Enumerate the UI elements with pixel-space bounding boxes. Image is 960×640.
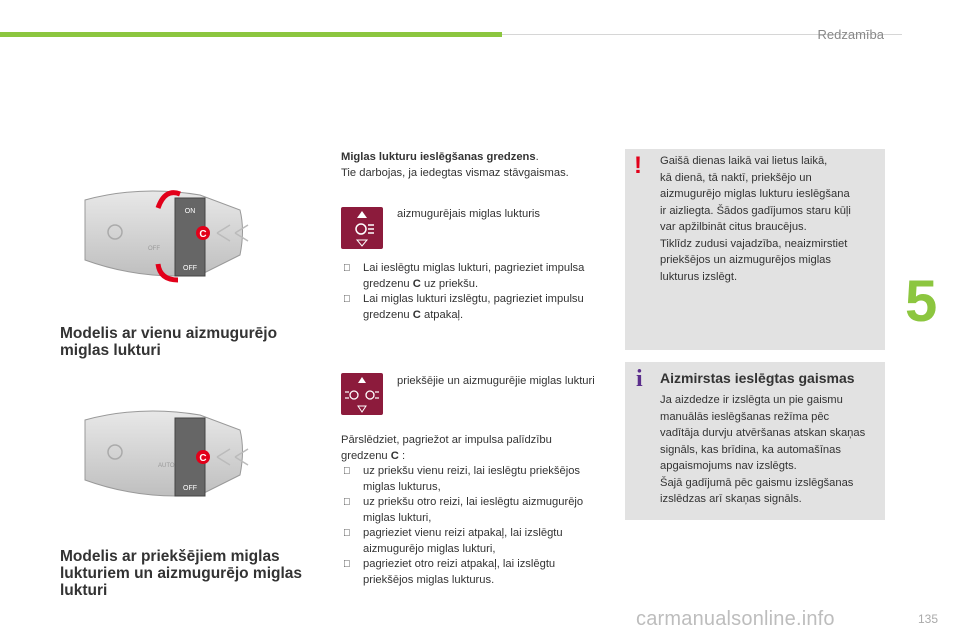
heading-front-rear: Modelis ar priekšējiem miglas lukturiem un aizmugurējo miglas lukturi <box>60 548 303 599</box>
list-item: pagrieziet otro reizi atpakaļ, lai izslēgtu priekšējos miglas lukturus. <box>363 558 556 586</box>
svg-text:C: C <box>199 453 207 464</box>
ring-label-off-2: OFF <box>148 246 160 252</box>
chapter-number: 5 <box>905 269 938 334</box>
info-title: Aizmirstas ieslēgtas gaismas <box>660 370 855 386</box>
section-title: Redzamība <box>817 27 884 42</box>
rear-fog-light-icon <box>341 207 383 249</box>
svg-text:C: C <box>199 229 207 240</box>
list-item: pagrieziet vienu reizi atpakaļ, lai izslēgtu aizmugurējo miglas lukturi, <box>363 527 563 555</box>
ring-label-off: OFF <box>183 485 197 492</box>
bullet-list-1 <box>341 261 601 323</box>
stalk-illustration-single-rear <box>80 180 250 290</box>
switch-instructions: Pārslēdziet, pagriežot ar impulsa palīdzību gredzenu C : uz priekšu vienu reizi, lai ieslēgtu priekšējos miglas lukturus, uz priekšu otro reizi, lai ieslēgtu aizmugurējo miglas lukturi, pagrieziet vienu reizi atpakaļ, lai izslēgtu aizmugurējo miglas lukturi, pagrieziet otro reizi atpakaļ, lai izslēgtu priekšējos miglas lukturus. <box>341 433 601 588</box>
list-item: Lai ieslēgtu miglas lukturi, pagrieziet impulsa gredzenu C uz priekšu. <box>363 262 585 290</box>
heading-single-rear: Modelis ar vienu aizmugurējo miglas lukturi <box>60 325 278 359</box>
stalk-illustration-front-rear <box>80 400 250 510</box>
list-item: Lai miglas lukturi izslēgtu, pagrieziet impulsu gredzenu C atpakaļ. <box>363 293 584 321</box>
intro: Miglas lukturu ieslēgšanas gredzens. Tie darbojas, ja iedegtas vismaz stāvgaismas. <box>341 150 601 181</box>
ring-label-on: ON <box>184 208 196 215</box>
intro-text: Tie darbojas, ja iedegtas vismaz stāvgaismas. <box>341 166 569 179</box>
info-icon: i <box>636 366 643 392</box>
front-rear-fog-desc: priekšējie un aizmugurējie miglas lukturi <box>397 375 595 387</box>
info-text: Ja aizdedze ir izslēgta un pie gaismu manuālās ieslēgšanas režīma pēc vadītāja durvju atvēršanas atskan skaņas signāls, kas brīdina, ka automašīnas apgaismojums nav izslēgts. Šajā gadījumā pēc gaismu izslēgšanas izslēdzas arī skaņas signāls. <box>660 394 866 505</box>
ring-label-auto: AUTO <box>158 463 175 469</box>
warning-icon: ! <box>634 152 642 179</box>
header-accent-bar <box>0 32 502 37</box>
ring-label-off: OFF <box>183 265 197 272</box>
warning-text: Gaišā dienas laikā vai lietus laikā, kā dienā, tā naktī, priekšējo un aizmugurējo miglas lukturu ieslēgšana ir aizliegta. Šādos gadījumos staru kūļi var apžilbināt citus braucējus. Tiklīdz zudusi vajadzība, neaizmirstiet priekšējos un aizmugurējos miglas lukturus izslēgt. <box>660 155 851 283</box>
front-rear-fog-light-icon <box>341 373 383 415</box>
list-item: uz priekšu vienu reizi, lai ieslēgtu priekšējos miglas lukturus, <box>363 465 581 493</box>
intro-title: Miglas lukturu ieslēgšanas gredzens <box>341 151 536 163</box>
rear-fog-desc: aizmugurējais miglas lukturis <box>397 208 541 220</box>
page-number: 135 <box>917 612 938 626</box>
watermark: carmanualsonline.info <box>636 608 835 630</box>
list-item: uz priekšu otro reizi, lai ieslēgtu aizmugurējo miglas lukturi, <box>363 496 584 524</box>
